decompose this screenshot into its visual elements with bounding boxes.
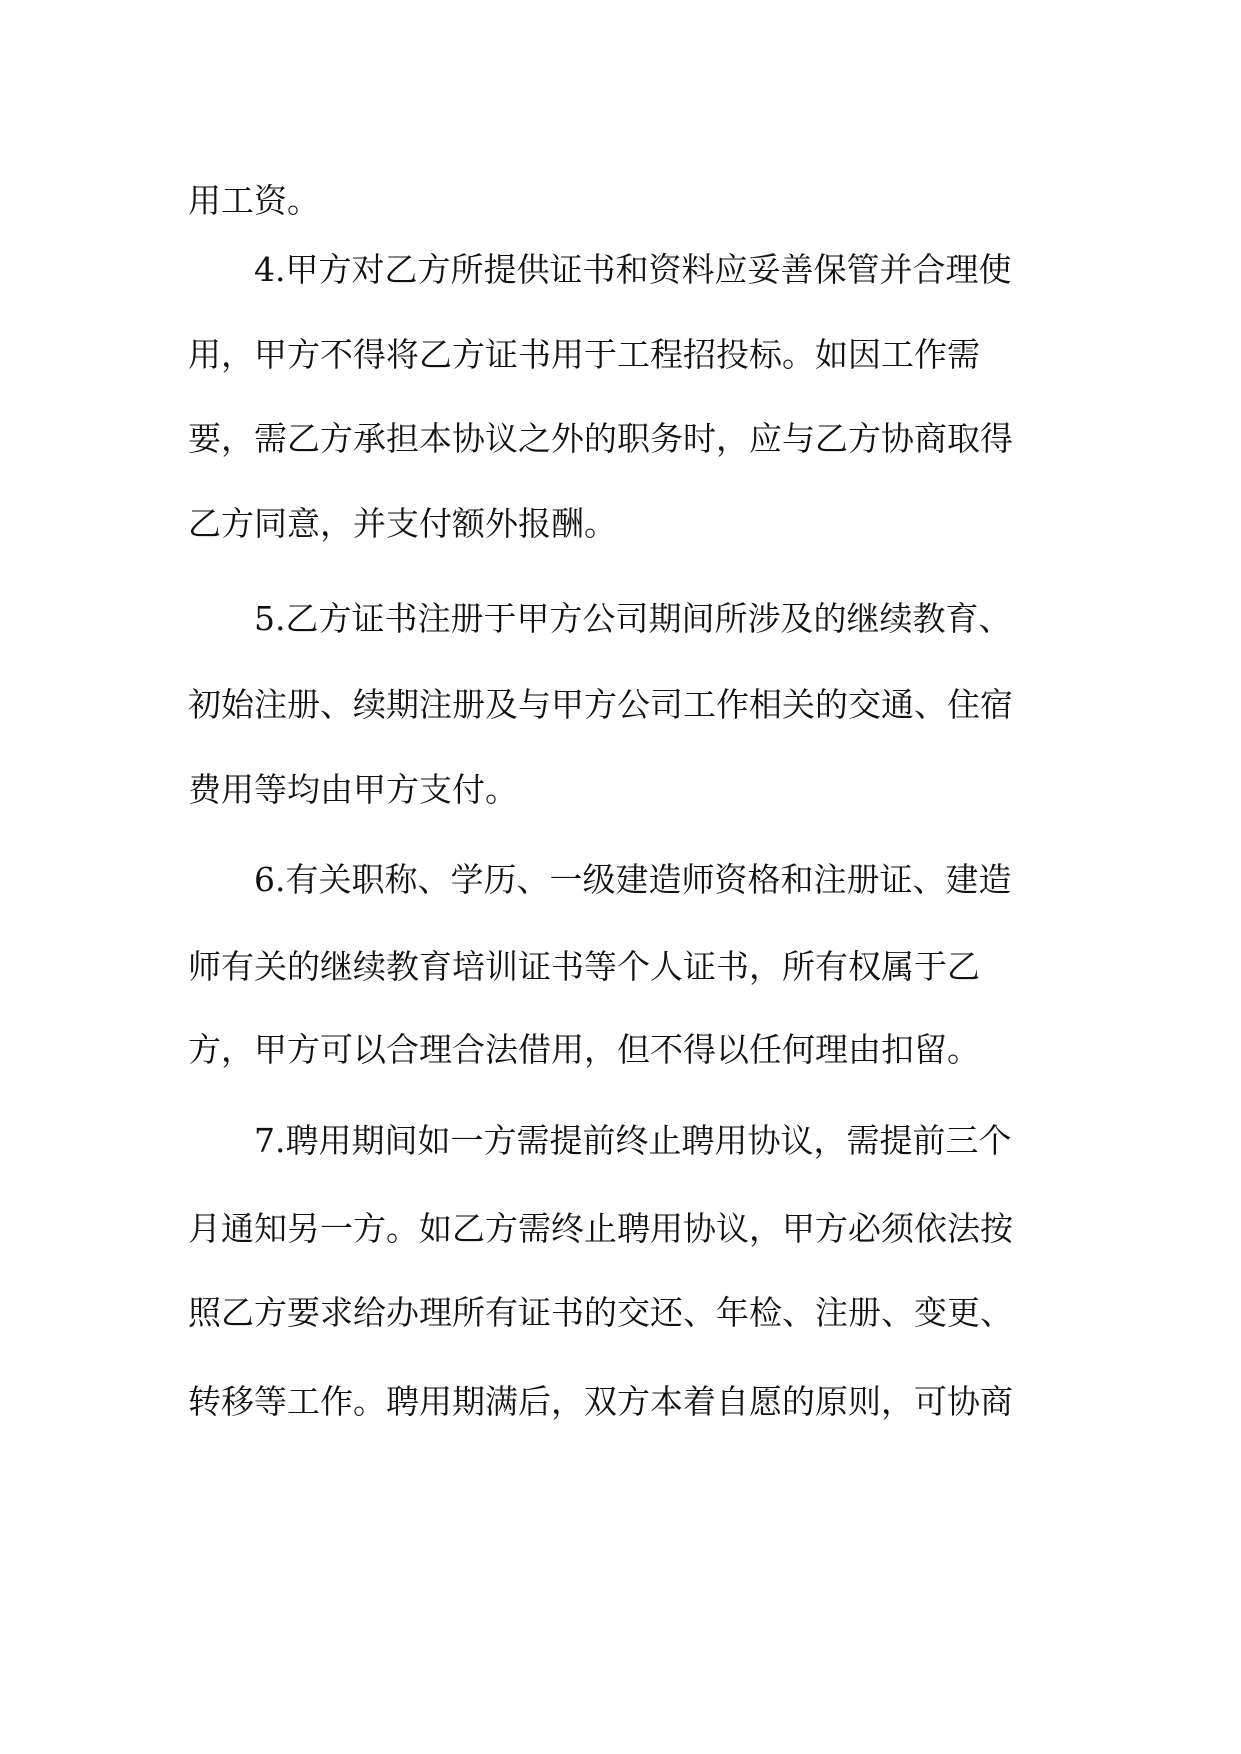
text-line: 乙方同意，并支付额外报酬。 [188, 504, 617, 543]
text-line: 方，甲方可以合理合法借用，但不得以任何理由扣留。 [188, 1030, 980, 1069]
clause-5-line: 5.乙方证书注册于甲方公司期间所涉及的继续教育、 [254, 599, 1012, 638]
text-line: 初始注册、续期注册及与甲方公司工作相关的交通、住宿 [188, 685, 1013, 724]
clause-7-line: 7.聘用期间如一方需提前终止聘用协议，需提前三个 [254, 1121, 1012, 1160]
text-line: 月通知另一方。如乙方需终止聘用协议，甲方必须依法按 [188, 1209, 1013, 1248]
clause-6-line: 6.有关职称、学历、一级建造师资格和注册证、建造 [254, 860, 1012, 899]
text-line: 费用等均由甲方支付。 [188, 770, 518, 809]
text-line: 师有关的继续教育培训证书等个人证书，所有权属于乙 [188, 947, 980, 986]
text-line: 照乙方要求给办理所有证书的交还、年检、注册、变更、 [188, 1293, 1013, 1332]
text-line: 要，需乙方承担本协议之外的职务时，应与乙方协商取得 [188, 419, 1013, 458]
text-line: 用，甲方不得将乙方证书用于工程招投标。如因工作需 [188, 335, 980, 374]
text-line: 用工资。 [188, 181, 320, 220]
text-line: 转移等工作。聘用期满后，双方本着自愿的原则，可协商 [188, 1382, 1013, 1421]
clause-4-line: 4.甲方对乙方所提供证书和资料应妥善保管并合理使 [254, 250, 1012, 289]
